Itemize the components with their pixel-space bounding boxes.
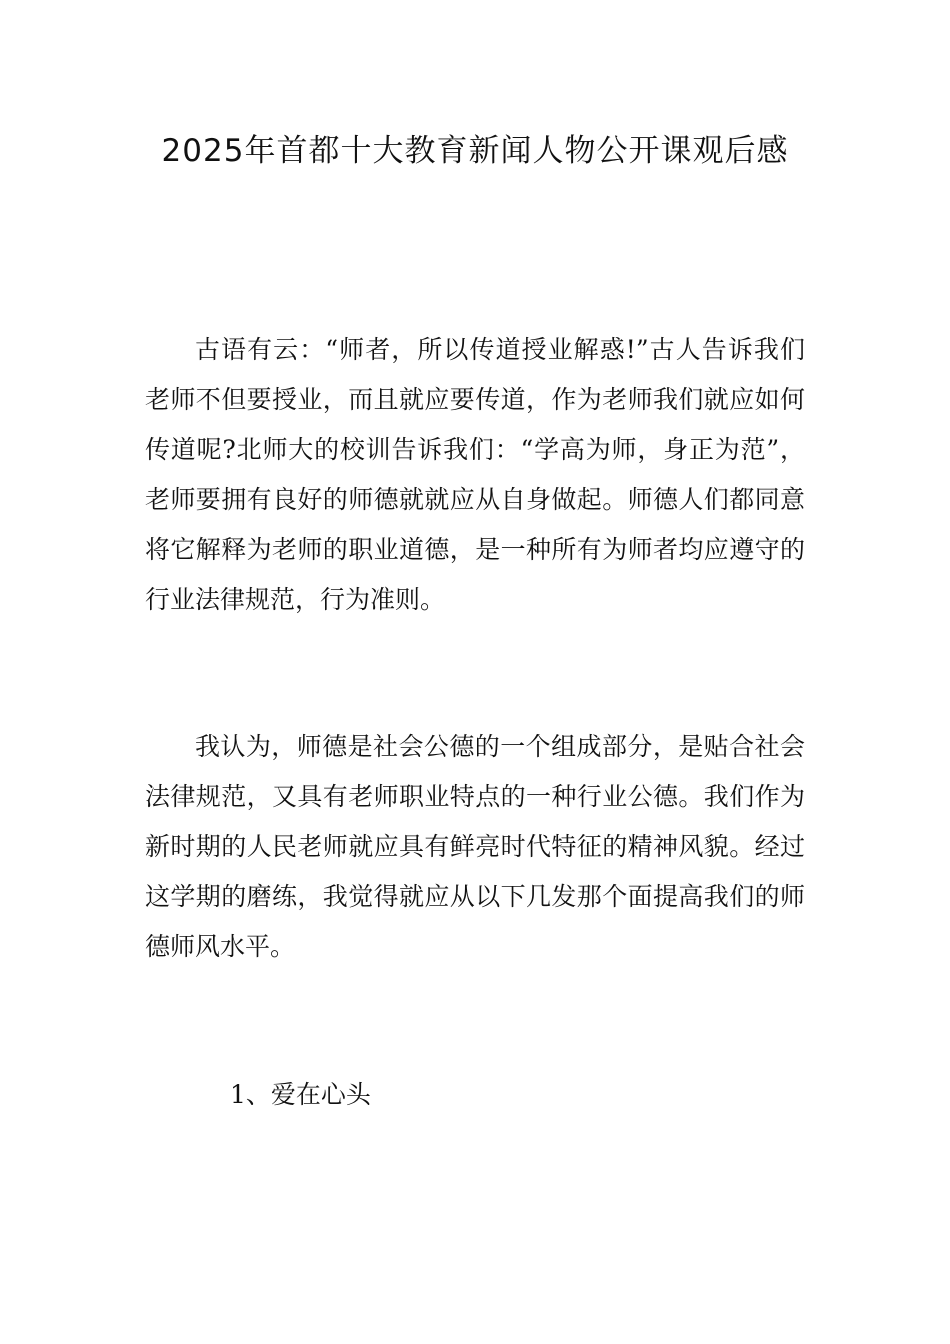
paragraph-2: 我认为，师德是社会公德的一个组成部分，是贴合社会法律规范，又具有老师职业特点的一种行业公德。我们作为新时期的人民老师就应具有鲜亮时代特征的精神风貌。经过这学期的磨练，我觉得就应从以下几发那个面提高我们的师德师风水平。 bbox=[145, 732, 805, 961]
paragraph-1: 古语有云：“师者，所以传道授业解惑!”古人告诉我们老师不但要授业，而且就应要传道，作为老师我们就应如何传道呢?北师大的校训告诉我们：“学高为师，身正为范”，老师要拥有良好的师德就就应从自身做起。师德人们都同意将它解释为老师的职业道德，是一种所有为师者均应遵守的行业法律规范，行为准则。 bbox=[145, 335, 805, 614]
section-heading: 1、爱在心头 bbox=[230, 1080, 371, 1109]
document-title: 2025年首都十大教育新闻人物公开课观后感 bbox=[161, 133, 789, 169]
